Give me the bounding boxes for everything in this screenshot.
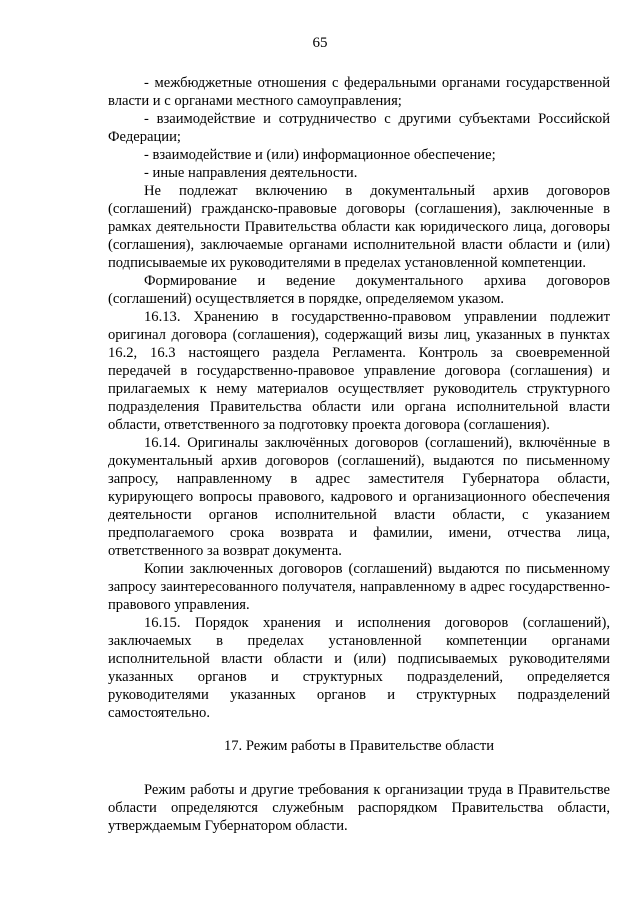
list-item-other-directions: - иные направления деятельности. <box>144 165 358 181</box>
paragraph-work-schedule: Режим работы и другие требования к организации труда в Правительстве области определяются служебным распорядком Правительства области, утверждаемым Губернатором области. <box>108 782 610 834</box>
paragraph-archive-exclusions: Не подлежат включению в документальный архив договоров (соглашений) гражданско-правовые договоры (соглашения), заключенные в рамках деятельности Правительства области как юридического лица, договоры (соглашения), заключаемые органами исполнительной власти области и (или) подписываемые их руководителями в пределах установленной компетенции. <box>108 183 610 271</box>
paragraph-copies: Копии заключенных договоров (соглашений) выдаются по письменному запросу заинтересованного получателя, направленному в адрес государственно-правового управления. <box>108 561 610 613</box>
paragraph-16-15: 16.15. Порядок хранения и исполнения договоров (соглашений), заключаемых в пределах установленной компетенции органами исполнительной власти области и (или) подписываемых руководителями указанных органов и структурных подразделений, определяется руководителями указанных органов и структурных подразделений самостоятельно. <box>108 615 610 721</box>
paragraph-archive-formation: Формирование и ведение документального архива договоров (соглашений) осуществляется в порядке, определяемом указом. <box>108 273 610 307</box>
list-item-interregional-cooperation: - взаимодействие и сотрудничество с другими субъектами Российской Федерации; <box>108 111 610 145</box>
paragraph-16-14: 16.14. Оригиналы заключённых договоров (соглашений), включённые в документальный архив договоров (соглашений), выдаются по письменному запросу, направленному в адрес заместителя Губернатора области, курирующего вопросы правового, кадрового и организационного обеспечения деятельности органов исполнительной власти области, с указанием предполагаемого срока возврата и фамилии, имени, отчества лица, ответственного за возврат документа. <box>108 435 610 559</box>
paragraph-16-13: 16.13. Хранению в государственно-правовом управлении подлежит оригинал договора (соглашения), содержащий визы лиц, указанных в пунктах 16.2, 16.3 настоящего раздела Регламента. Контроль за своевременной передачей в государственно-правовое управление договора (соглашения) и прилагаемых к нему материалов осуществляет руководитель структурного подразделения Правительства области или органа исполнительной власти области, ответственного за подготовку проекта договора (соглашения). <box>108 309 610 433</box>
page-number: 65 <box>312 35 328 51</box>
list-item-information-support: - взаимодействие и (или) информационное обеспечение; <box>144 147 496 163</box>
document-body <box>108 74 610 835</box>
section-heading: 17. Режим работы в Правительстве области <box>223 738 495 754</box>
list-item-intergovernmental-relations: - межбюджетные отношения с федеральными органами государственной власти и с органами местного самоуправления; <box>108 75 610 109</box>
